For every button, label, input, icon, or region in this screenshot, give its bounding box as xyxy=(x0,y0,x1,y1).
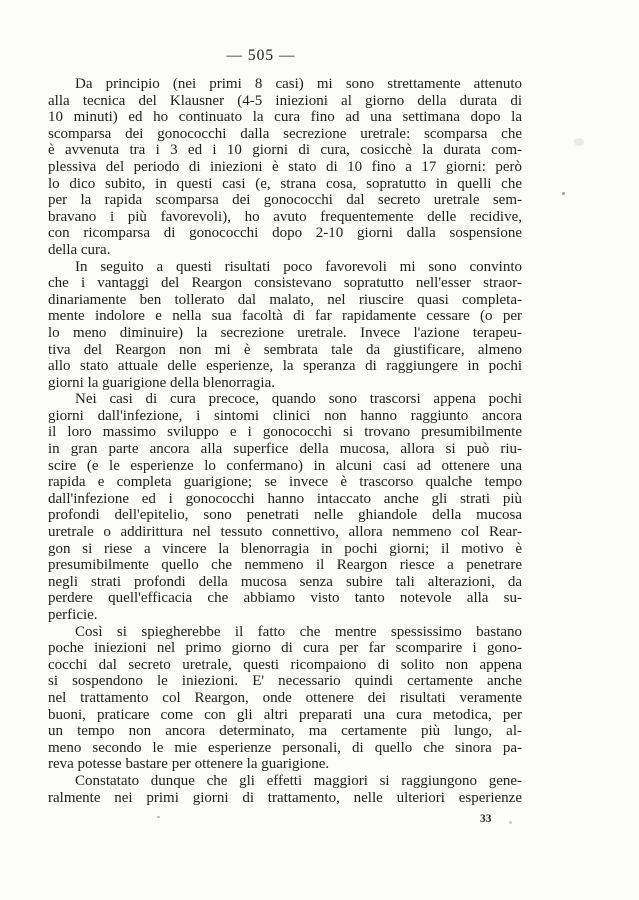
text-line: 10 minuti) ed ho continuato la cura fino ad una settimana dopo la xyxy=(48,109,522,126)
text-line: giorni la guarigione della blenorragia. xyxy=(48,374,275,391)
paragraph xyxy=(48,391,522,623)
text-line: plessiva del periodo di iniezioni è stato di 10 fino a 17 giorni: però xyxy=(48,158,522,175)
text-line: poche iniezioni nel primo giorno di cura per far scomparire i gono- xyxy=(48,640,522,657)
text-line: in gran parte ancora alla superfice della mucosa, allora si può riu- xyxy=(48,441,522,458)
text-line: profondi dell'epitelio, sono penetrati nelle ghiandole della mucosa xyxy=(48,507,522,524)
text-line: Da principio (nei primi 8 casi) mi sono strettamente attenuto xyxy=(75,76,522,92)
scan-speck xyxy=(157,816,160,818)
text-line: alla tecnica del Klausner (4-5 iniezioni al giorno della durata di xyxy=(48,92,522,109)
text-line: con ricomparsa di gonococchi dopo 2-10 giorni dalla sospensione xyxy=(48,225,522,242)
text-line: negli strati profondi della mucosa senza subire tali alterazioni, da xyxy=(48,573,522,590)
signature-number: 33 xyxy=(480,813,492,825)
paragraph xyxy=(48,76,522,259)
text-line: dinariamente ben tollerato dal malato, nel riuscire quasi completa- xyxy=(48,291,522,308)
paragraph xyxy=(48,624,522,773)
scan-speck xyxy=(509,821,512,824)
text-line: cocchi dal secreto uretrale, questi ricompaiono di solito non appena xyxy=(48,656,522,673)
text-line: tiva del Reargon non mi è sembrata tale da giustificare, almeno xyxy=(48,341,522,358)
text-line: lo meno diminuire) la secrezione uretrale. Invece l'azione terapeu- xyxy=(48,324,522,341)
scan-speck xyxy=(574,138,584,146)
text-line: un tempo non ancora determinato, ma certamente più lungo, al- xyxy=(48,723,522,740)
text-line: il loro massimo sviluppo e i gonococchi si trovano presumibilmente xyxy=(48,424,522,441)
text-line: reva potesse bastare per ottenere la guarigione. xyxy=(48,756,330,773)
paragraph xyxy=(48,773,522,806)
text-line: meno secondo le mie esperienze personali, di quello che sinora pa- xyxy=(48,739,522,756)
text-line: dall'infezione ed i gonococchi hanno intaccato anche gli strati più xyxy=(48,490,522,507)
text-line: si sospendono le iniezioni. E' necessario quindi certamente anche xyxy=(48,673,522,690)
text-line: scire (e le esperienze lo confermano) in alcuni casi ad ottenere una xyxy=(48,457,522,474)
text-line: Così si spiegherebbe il fatto che mentre spessissimo bastano xyxy=(75,623,522,640)
text-line: In seguito a questi risultati poco favorevoli mi sono convinto xyxy=(75,258,522,275)
text-line: buoni, praticare come con gli altri preparati una cura metodica, per xyxy=(48,706,522,723)
text-line: perdere quell'efficacia che abbiamo visto tanto notevole alla su- xyxy=(48,590,522,607)
text-line: gon si riese a vincere la blenorragia in pochi giorni; il motivo è xyxy=(48,540,522,557)
text-line: della cura. xyxy=(48,241,111,258)
text-line: mente indolore e nella sua facoltà di far rapidamente cessare (o per xyxy=(48,308,522,325)
text-line: perficie. xyxy=(48,607,98,623)
text-line: giorni dall'infezione, i sintomi clinici non hanno raggiunto ancora xyxy=(48,407,522,424)
text-line: scomparsa dei gonococchi dalla secrezione uretrale: scomparsa che xyxy=(48,125,522,142)
body-text xyxy=(48,76,522,806)
text-line: ralmente nei primi giorni di trattamento, nelle ulteriori esperienze xyxy=(48,789,522,806)
page-number-header: — 505 — xyxy=(226,47,296,64)
text-line: Constatato dunque che gli effetti maggiori si raggiungono gene- xyxy=(75,772,522,789)
text-line: presumibilmente quello che nemmeno il Reargon riesce a penetrare xyxy=(48,557,522,574)
text-line: allo stato attuale delle esperienze, la speranza di raggiungere in pochi xyxy=(48,358,522,375)
paragraph xyxy=(48,259,522,392)
text-line: bravano i più favorevoli), ho avuto frequentemente delle recidive, xyxy=(48,208,522,225)
text-line: che i vantaggi del Reargon consistevano sopratutto nell'esser straor- xyxy=(48,275,522,292)
scan-speck xyxy=(562,192,565,195)
text-line: per la rapida scomparsa dei gonococchi dal secreto uretrale sem- xyxy=(48,192,522,209)
text-line: è avvenuta tra i 3 ed i 10 giorni di cura, cosicchè la durata com- xyxy=(48,142,522,159)
text-line: lo dico subito, in questi casi (e, strana cosa, sopratutto in quelli che xyxy=(48,175,522,192)
text-line: rapida e completa guarigione; se invece è trascorso qualche tempo xyxy=(48,474,522,491)
text-line: Nei casi di cura precoce, quando sono trascorsi appena pochi xyxy=(75,391,522,408)
text-line: uretrale o addirittura nel tessuto connettivo, allora nemmeno col Rear- xyxy=(48,524,522,541)
text-line: nel trattamento col Reargon, onde ottenere dei risultati veramente xyxy=(48,689,522,706)
